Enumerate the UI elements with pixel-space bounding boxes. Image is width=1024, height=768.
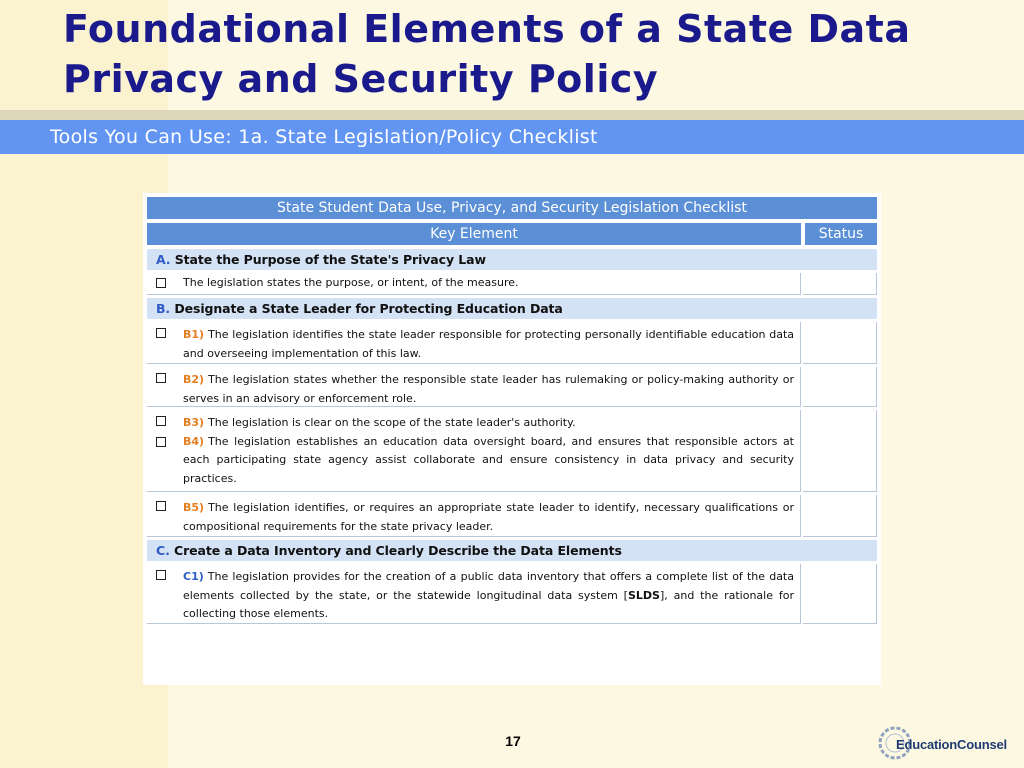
item-key-cell: [147, 367, 801, 407]
checkbox-icon[interactable]: [156, 373, 166, 383]
title-divider-bar: [0, 110, 1024, 120]
checklist-item-b1: [147, 322, 877, 367]
item-text: The legislation states the purpose, or intent, of the measure.: [183, 276, 519, 289]
item-code: B4): [183, 434, 205, 448]
checkbox-icon[interactable]: [156, 501, 166, 511]
section-letter: B.: [156, 301, 171, 316]
item-code: B2): [183, 373, 205, 386]
item-key-cell: [147, 273, 801, 295]
checklist-item-b2: [147, 367, 877, 410]
checklist-item-b5: [147, 495, 877, 540]
page-number: 17: [505, 733, 521, 749]
column-header-key-element: Key Element: [147, 223, 801, 245]
slide-title: Foundational Elements of a State Data Privacy and Security Policy: [63, 7, 911, 101]
checkbox-icon[interactable]: [156, 328, 166, 338]
item-text: The legislation is clear on the scope of the state leader's authority.: [208, 416, 576, 429]
status-cell[interactable]: [803, 367, 877, 407]
checkbox-icon[interactable]: [156, 570, 166, 580]
section-header-c: [147, 540, 877, 564]
slide-subtitle: Tools You Can Use: 1a. State Legislation/Policy Checklist: [50, 126, 598, 148]
logo-text: EducationCounsel: [896, 737, 1007, 752]
checkbox-icon[interactable]: [156, 437, 166, 447]
item-code: B1): [183, 328, 205, 341]
sub-item-b4: [183, 433, 794, 489]
section-letter: C.: [156, 543, 170, 558]
section-letter: A.: [156, 252, 171, 267]
item-text: The legislation provides for the creation of a public data inventory that offers a complete list of the data elements collected by the state, or the statewide longitudinal data system [: [183, 570, 794, 602]
section-header-b: [147, 298, 877, 322]
checklist-item-c1: [147, 564, 877, 627]
column-header-status: Status: [805, 223, 877, 245]
educationcounsel-logo: [878, 722, 1018, 766]
item-text: ], and the rationale for collecting those elements.: [183, 588, 794, 620]
item-text: The legislation identifies, or requires an appropriate state leader to identify, necessary qualifications or compositional requirements for the state privacy leader.: [183, 501, 794, 533]
item-code: C1): [183, 570, 204, 583]
item-code: B5): [183, 501, 205, 514]
checklist-table: [147, 197, 877, 627]
item-key-cell: [147, 410, 801, 492]
checklist-item-b3-b4: [147, 410, 877, 495]
status-cell[interactable]: [803, 564, 877, 624]
checklist-image: [143, 193, 881, 685]
item-text: The legislation states whether the responsible state leader has rulemaking or policy-making authority or serves in an advisory or enforcement role.: [183, 373, 794, 405]
section-header-a: [147, 249, 877, 273]
checkbox-icon[interactable]: [156, 416, 166, 426]
item-key-cell: [147, 495, 801, 537]
status-cell[interactable]: [803, 410, 877, 492]
item-code: B3): [183, 416, 205, 429]
item-text: The legislation establishes an education data oversight board, and ensures that responsible actors at each participating state agency assist collaborate and ensure consistency in data privacy and security practices.: [183, 434, 794, 485]
section-heading: State the Purpose of the State's Privacy Law: [174, 252, 486, 267]
checklist-item-a: [147, 273, 877, 298]
status-cell[interactable]: [803, 495, 877, 537]
status-cell[interactable]: [803, 273, 877, 295]
checklist-title: State Student Data Use, Privacy, and Security Legislation Checklist: [147, 197, 877, 223]
column-header-row: [147, 223, 877, 249]
item-key-cell: [147, 564, 801, 624]
section-heading: Designate a State Leader for Protecting Education Data: [174, 301, 563, 316]
item-text: The legislation identifies the state leader responsible for protecting personally identifiable education data and overseeing implementation of this law.: [183, 328, 794, 360]
checkbox-icon[interactable]: [156, 278, 166, 288]
status-cell[interactable]: [803, 322, 877, 364]
item-text-bold: SLDS: [627, 588, 660, 602]
item-key-cell: [147, 322, 801, 364]
section-heading: Create a Data Inventory and Clearly Describe the Data Elements: [174, 543, 622, 558]
